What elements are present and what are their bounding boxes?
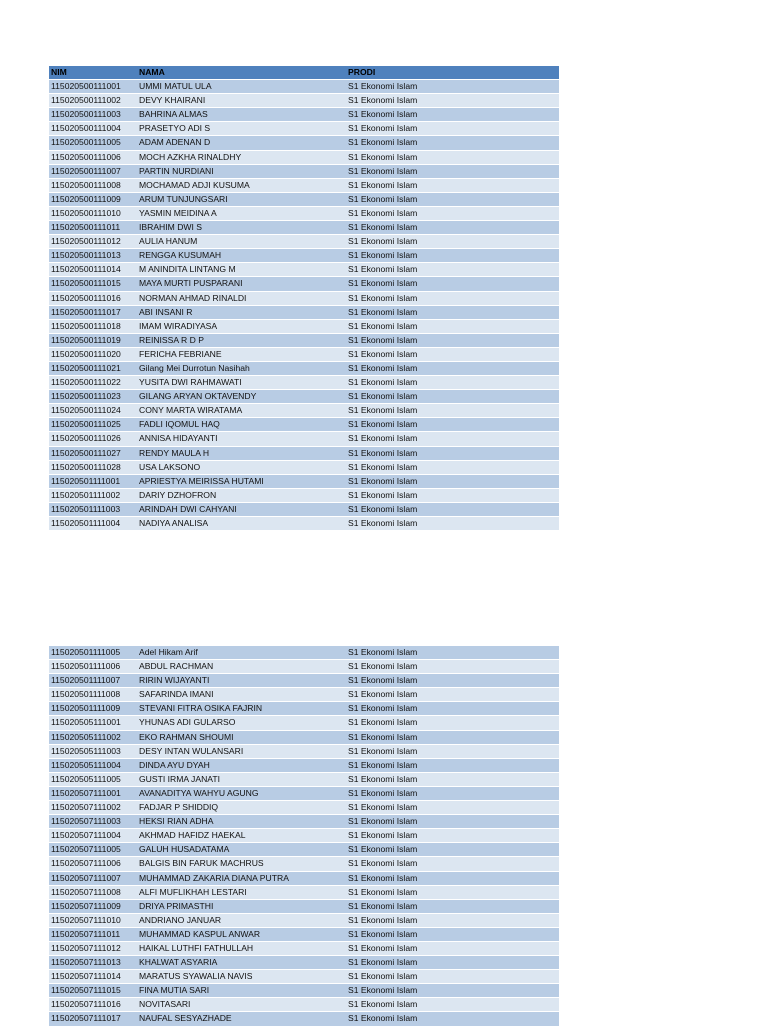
table-row bbox=[49, 108, 559, 122]
table-row bbox=[49, 829, 559, 843]
table-row bbox=[49, 927, 559, 941]
cell-prodi: S1 Ekonomi Islam bbox=[346, 502, 559, 516]
table-row bbox=[49, 221, 559, 235]
cell-nim: 115020501111007 bbox=[49, 674, 137, 688]
cell-nim: 115020500111015 bbox=[49, 277, 137, 291]
cell-prodi: S1 Ekonomi Islam bbox=[346, 899, 559, 913]
cell-prodi: S1 Ekonomi Islam bbox=[346, 998, 559, 1012]
table-row bbox=[49, 660, 559, 674]
table-row bbox=[49, 404, 559, 418]
table-row bbox=[49, 263, 559, 277]
cell-prodi: S1 Ekonomi Islam bbox=[346, 913, 559, 927]
cell-prodi: S1 Ekonomi Islam bbox=[346, 1012, 559, 1026]
cell-prodi: S1 Ekonomi Islam bbox=[346, 460, 559, 474]
cell-nama: UMMI MATUL ULA bbox=[137, 80, 346, 94]
cell-prodi: S1 Ekonomi Islam bbox=[346, 376, 559, 390]
cell-nim: 115020507111017 bbox=[49, 1012, 137, 1026]
cell-prodi: S1 Ekonomi Islam bbox=[346, 122, 559, 136]
cell-prodi: S1 Ekonomi Islam bbox=[346, 235, 559, 249]
cell-nama: ABI INSANI R bbox=[137, 305, 346, 319]
cell-nim: 115020500111016 bbox=[49, 291, 137, 305]
cell-prodi: S1 Ekonomi Islam bbox=[346, 488, 559, 502]
cell-prodi: S1 Ekonomi Islam bbox=[346, 221, 559, 235]
cell-nama: YHUNAS ADI GULARSO bbox=[137, 716, 346, 730]
table-row bbox=[49, 984, 559, 998]
cell-prodi: S1 Ekonomi Islam bbox=[346, 390, 559, 404]
cell-prodi: S1 Ekonomi Islam bbox=[346, 674, 559, 688]
table-row bbox=[49, 716, 559, 730]
cell-nim: 115020500111003 bbox=[49, 108, 137, 122]
cell-nim: 115020507111015 bbox=[49, 984, 137, 998]
table-row bbox=[49, 94, 559, 108]
cell-prodi: S1 Ekonomi Islam bbox=[346, 108, 559, 122]
cell-nama: NADIYA ANALISA bbox=[137, 517, 346, 531]
cell-nama: IBRAHIM DWI S bbox=[137, 221, 346, 235]
cell-nim: 115020501111008 bbox=[49, 688, 137, 702]
cell-nama: BALGIS BIN FARUK MACHRUS bbox=[137, 857, 346, 871]
table-row bbox=[49, 319, 559, 333]
cell-prodi: S1 Ekonomi Islam bbox=[346, 815, 559, 829]
table-row bbox=[49, 646, 559, 660]
cell-nama: DRIYA PRIMASTHI bbox=[137, 899, 346, 913]
table-row bbox=[49, 688, 559, 702]
cell-nama: PRASETYO ADI S bbox=[137, 122, 346, 136]
cell-prodi: S1 Ekonomi Islam bbox=[346, 716, 559, 730]
cell-nama: MUHAMMAD KASPUL ANWAR bbox=[137, 927, 346, 941]
cell-nama: DARIY DZHOFRON bbox=[137, 488, 346, 502]
cell-nim: 115020500111024 bbox=[49, 404, 137, 418]
cell-nim: 115020500111025 bbox=[49, 418, 137, 432]
cell-nama: HEKSI RIAN ADHA bbox=[137, 815, 346, 829]
table-row bbox=[49, 80, 559, 94]
cell-nim: 115020500111008 bbox=[49, 178, 137, 192]
cell-nim: 115020500111027 bbox=[49, 446, 137, 460]
table-row bbox=[49, 857, 559, 871]
cell-nim: 115020500111019 bbox=[49, 333, 137, 347]
cell-nama: DINDA AYU DYAH bbox=[137, 758, 346, 772]
cell-prodi: S1 Ekonomi Islam bbox=[346, 885, 559, 899]
cell-prodi: S1 Ekonomi Islam bbox=[346, 178, 559, 192]
cell-prodi: S1 Ekonomi Islam bbox=[346, 192, 559, 206]
cell-nama: USA LAKSONO bbox=[137, 460, 346, 474]
header-nim: NIM bbox=[49, 66, 137, 80]
table-row bbox=[49, 899, 559, 913]
cell-prodi: S1 Ekonomi Islam bbox=[346, 857, 559, 871]
cell-nama: YASMIN MEIDINA A bbox=[137, 206, 346, 220]
cell-prodi: S1 Ekonomi Islam bbox=[346, 702, 559, 716]
cell-prodi: S1 Ekonomi Islam bbox=[346, 404, 559, 418]
cell-nim: 115020501111009 bbox=[49, 702, 137, 716]
cell-prodi: S1 Ekonomi Islam bbox=[346, 744, 559, 758]
cell-nama: HAIKAL LUTHFI FATHULLAH bbox=[137, 941, 346, 955]
table-row bbox=[49, 488, 559, 502]
cell-prodi: S1 Ekonomi Islam bbox=[346, 829, 559, 843]
cell-prodi: S1 Ekonomi Islam bbox=[346, 970, 559, 984]
table-row bbox=[49, 758, 559, 772]
cell-nim: 115020500111028 bbox=[49, 460, 137, 474]
cell-prodi: S1 Ekonomi Islam bbox=[346, 758, 559, 772]
table-row bbox=[49, 786, 559, 800]
cell-prodi: S1 Ekonomi Islam bbox=[346, 446, 559, 460]
cell-nim: 115020501111004 bbox=[49, 517, 137, 531]
cell-nim: 115020505111001 bbox=[49, 716, 137, 730]
cell-nama: ADAM ADENAN D bbox=[137, 136, 346, 150]
cell-nim: 115020507111016 bbox=[49, 998, 137, 1012]
table-row bbox=[49, 885, 559, 899]
table-row bbox=[49, 998, 559, 1012]
cell-nama: ARINDAH DWI CAHYANI bbox=[137, 502, 346, 516]
cell-prodi: S1 Ekonomi Islam bbox=[346, 305, 559, 319]
table-row bbox=[49, 502, 559, 516]
cell-nama: REINISSA R D P bbox=[137, 333, 346, 347]
cell-nama: GUSTI IRMA JANATI bbox=[137, 772, 346, 786]
table-row bbox=[49, 941, 559, 955]
cell-nama: STEVANI FITRA OSIKA FAJRIN bbox=[137, 702, 346, 716]
cell-nama: MAYA MURTI PUSPARANI bbox=[137, 277, 346, 291]
cell-nim: 115020500111022 bbox=[49, 376, 137, 390]
cell-prodi: S1 Ekonomi Islam bbox=[346, 984, 559, 998]
cell-nama: DEVY KHAIRANI bbox=[137, 94, 346, 108]
cell-nama: FERICHA FEBRIANE bbox=[137, 347, 346, 361]
cell-nim: 115020500111014 bbox=[49, 263, 137, 277]
cell-prodi: S1 Ekonomi Islam bbox=[346, 277, 559, 291]
cell-nim: 115020500111006 bbox=[49, 150, 137, 164]
cell-nim: 115020500111001 bbox=[49, 80, 137, 94]
cell-prodi: S1 Ekonomi Islam bbox=[346, 730, 559, 744]
table-row bbox=[49, 305, 559, 319]
cell-prodi: S1 Ekonomi Islam bbox=[346, 688, 559, 702]
table-row bbox=[49, 235, 559, 249]
cell-nim: 115020500111017 bbox=[49, 305, 137, 319]
table-row bbox=[49, 178, 559, 192]
cell-nim: 115020500111020 bbox=[49, 347, 137, 361]
table-row bbox=[49, 249, 559, 263]
cell-prodi: S1 Ekonomi Islam bbox=[346, 263, 559, 277]
cell-nama: SAFARINDA IMANI bbox=[137, 688, 346, 702]
cell-nama: Gilang Mei Durrotun Nasihah bbox=[137, 361, 346, 375]
table-row bbox=[49, 843, 559, 857]
table-row bbox=[49, 206, 559, 220]
cell-prodi: S1 Ekonomi Islam bbox=[346, 249, 559, 263]
table-header-row bbox=[49, 66, 559, 80]
table-row bbox=[49, 970, 559, 984]
cell-nim: 115020507111006 bbox=[49, 857, 137, 871]
cell-nama: IMAM WIRADIYASA bbox=[137, 319, 346, 333]
cell-prodi: S1 Ekonomi Islam bbox=[346, 136, 559, 150]
cell-prodi: S1 Ekonomi Islam bbox=[346, 333, 559, 347]
cell-nim: 115020507111003 bbox=[49, 815, 137, 829]
table-row bbox=[49, 913, 559, 927]
cell-nama: DESY INTAN WULANSARI bbox=[137, 744, 346, 758]
cell-nama: NOVITASARI bbox=[137, 998, 346, 1012]
cell-prodi: S1 Ekonomi Islam bbox=[346, 660, 559, 674]
cell-nama: FADJAR P SHIDDIQ bbox=[137, 801, 346, 815]
cell-nim: 115020500111002 bbox=[49, 94, 137, 108]
cell-prodi: S1 Ekonomi Islam bbox=[346, 347, 559, 361]
table-row bbox=[49, 136, 559, 150]
table-row bbox=[49, 291, 559, 305]
cell-nim: 115020507111010 bbox=[49, 913, 137, 927]
table-row bbox=[49, 702, 559, 716]
table-row bbox=[49, 432, 559, 446]
cell-nama: MUHAMMAD ZAKARIA DIANA PUTRA bbox=[137, 871, 346, 885]
table-row bbox=[49, 772, 559, 786]
cell-nama: KHALWAT ASYARIA bbox=[137, 956, 346, 970]
cell-nim: 115020507111001 bbox=[49, 786, 137, 800]
cell-nama: GILANG ARYAN OKTAVENDY bbox=[137, 390, 346, 404]
cell-nama: FADLI IQOMUL HAQ bbox=[137, 418, 346, 432]
cell-nama: ALFI MUFLIKHAH LESTARI bbox=[137, 885, 346, 899]
table-row bbox=[49, 730, 559, 744]
cell-nama: RENDY MAULA H bbox=[137, 446, 346, 460]
cell-nim: 115020507111011 bbox=[49, 927, 137, 941]
cell-nim: 115020500111005 bbox=[49, 136, 137, 150]
cell-nim: 115020501111002 bbox=[49, 488, 137, 502]
cell-nim: 115020500111012 bbox=[49, 235, 137, 249]
table-row bbox=[49, 801, 559, 815]
table-row bbox=[49, 674, 559, 688]
cell-prodi: S1 Ekonomi Islam bbox=[346, 956, 559, 970]
cell-nama: ARUM TUNJUNGSARI bbox=[137, 192, 346, 206]
cell-nama: RIRIN WIJAYANTI bbox=[137, 674, 346, 688]
cell-nama: BAHRINA ALMAS bbox=[137, 108, 346, 122]
cell-nama: M ANINDITA LINTANG M bbox=[137, 263, 346, 277]
table-row bbox=[49, 164, 559, 178]
cell-nama: ABDUL RACHMAN bbox=[137, 660, 346, 674]
cell-nim: 115020500111010 bbox=[49, 206, 137, 220]
cell-nim: 115020500111009 bbox=[49, 192, 137, 206]
cell-nama: AKHMAD HAFIDZ HAEKAL bbox=[137, 829, 346, 843]
table-row bbox=[49, 347, 559, 361]
table-row bbox=[49, 871, 559, 885]
cell-prodi: S1 Ekonomi Islam bbox=[346, 94, 559, 108]
cell-nama: AVANADITYA WAHYU AGUNG bbox=[137, 786, 346, 800]
cell-nama: ANNISA HIDAYANTI bbox=[137, 432, 346, 446]
cell-nama: YUSITA DWI RAHMAWATI bbox=[137, 376, 346, 390]
cell-prodi: S1 Ekonomi Islam bbox=[346, 517, 559, 531]
cell-nim: 115020505111003 bbox=[49, 744, 137, 758]
cell-nim: 115020507111007 bbox=[49, 871, 137, 885]
cell-nim: 115020500111011 bbox=[49, 221, 137, 235]
cell-prodi: S1 Ekonomi Islam bbox=[346, 786, 559, 800]
cell-nama: ANDRIANO JANUAR bbox=[137, 913, 346, 927]
cell-nim: 115020500111007 bbox=[49, 164, 137, 178]
cell-nim: 115020507111008 bbox=[49, 885, 137, 899]
table-row bbox=[49, 517, 559, 531]
cell-nama: RENGGA KUSUMAH bbox=[137, 249, 346, 263]
cell-nim: 115020500111018 bbox=[49, 319, 137, 333]
cell-prodi: S1 Ekonomi Islam bbox=[346, 291, 559, 305]
table-row bbox=[49, 122, 559, 136]
cell-nim: 115020501111005 bbox=[49, 646, 137, 660]
cell-nim: 115020507111005 bbox=[49, 843, 137, 857]
cell-prodi: S1 Ekonomi Islam bbox=[346, 474, 559, 488]
table-row bbox=[49, 376, 559, 390]
table-row bbox=[49, 815, 559, 829]
table-row bbox=[49, 277, 559, 291]
cell-nama: Adel Hikam Arif bbox=[137, 646, 346, 660]
cell-nama: MOCHAMAD ADJI KUSUMA bbox=[137, 178, 346, 192]
table-row bbox=[49, 192, 559, 206]
table-row bbox=[49, 333, 559, 347]
cell-nama: CONY MARTA WIRATAMA bbox=[137, 404, 346, 418]
table-row bbox=[49, 390, 559, 404]
cell-nama: NAUFAL SESYAZHADE bbox=[137, 1012, 346, 1026]
cell-nama: NORMAN AHMAD RINALDI bbox=[137, 291, 346, 305]
cell-nim: 115020500111023 bbox=[49, 390, 137, 404]
cell-prodi: S1 Ekonomi Islam bbox=[346, 772, 559, 786]
table-row bbox=[49, 474, 559, 488]
cell-prodi: S1 Ekonomi Islam bbox=[346, 941, 559, 955]
cell-nim: 115020500111004 bbox=[49, 122, 137, 136]
student-table-2 bbox=[49, 646, 559, 1027]
cell-nim: 115020507111012 bbox=[49, 941, 137, 955]
cell-prodi: S1 Ekonomi Islam bbox=[346, 206, 559, 220]
table-row bbox=[49, 361, 559, 375]
header-prodi: PRODI bbox=[346, 66, 559, 80]
table-row bbox=[49, 446, 559, 460]
cell-nim: 115020505111005 bbox=[49, 772, 137, 786]
table-row bbox=[49, 460, 559, 474]
cell-nama: EKO RAHMAN SHOUMI bbox=[137, 730, 346, 744]
cell-nama: MOCH AZKHA RINALDHY bbox=[137, 150, 346, 164]
cell-nim: 115020507111014 bbox=[49, 970, 137, 984]
cell-prodi: S1 Ekonomi Islam bbox=[346, 801, 559, 815]
student-table-1 bbox=[49, 66, 559, 531]
cell-nim: 115020501111003 bbox=[49, 502, 137, 516]
cell-prodi: S1 Ekonomi Islam bbox=[346, 871, 559, 885]
cell-nim: 115020507111004 bbox=[49, 829, 137, 843]
table-row bbox=[49, 418, 559, 432]
cell-nama: PARTIN NURDIANI bbox=[137, 164, 346, 178]
cell-nim: 115020500111026 bbox=[49, 432, 137, 446]
cell-nama: GALUH HUSADATAMA bbox=[137, 843, 346, 857]
cell-prodi: S1 Ekonomi Islam bbox=[346, 927, 559, 941]
cell-prodi: S1 Ekonomi Islam bbox=[346, 319, 559, 333]
cell-prodi: S1 Ekonomi Islam bbox=[346, 164, 559, 178]
header-nama: NAMA bbox=[137, 66, 346, 80]
cell-nim: 115020507111002 bbox=[49, 801, 137, 815]
cell-nim: 115020505111002 bbox=[49, 730, 137, 744]
cell-prodi: S1 Ekonomi Islam bbox=[346, 418, 559, 432]
cell-nim: 115020501111001 bbox=[49, 474, 137, 488]
cell-nim: 115020500111013 bbox=[49, 249, 137, 263]
table-row bbox=[49, 150, 559, 164]
cell-nim: 115020500111021 bbox=[49, 361, 137, 375]
cell-prodi: S1 Ekonomi Islam bbox=[346, 646, 559, 660]
cell-prodi: S1 Ekonomi Islam bbox=[346, 843, 559, 857]
cell-prodi: S1 Ekonomi Islam bbox=[346, 361, 559, 375]
cell-prodi: S1 Ekonomi Islam bbox=[346, 150, 559, 164]
cell-nim: 115020501111006 bbox=[49, 660, 137, 674]
cell-nama: MARATUS SYAWALIA NAVIS bbox=[137, 970, 346, 984]
cell-nim: 115020507111013 bbox=[49, 956, 137, 970]
cell-nama: APRIESTYA MEIRISSA HUTAMI bbox=[137, 474, 346, 488]
table-row bbox=[49, 956, 559, 970]
cell-nama: FINA MUTIA SARI bbox=[137, 984, 346, 998]
cell-nama: AULIA HANUM bbox=[137, 235, 346, 249]
cell-nim: 115020507111009 bbox=[49, 899, 137, 913]
table-row bbox=[49, 744, 559, 758]
cell-nim: 115020505111004 bbox=[49, 758, 137, 772]
cell-prodi: S1 Ekonomi Islam bbox=[346, 432, 559, 446]
cell-prodi: S1 Ekonomi Islam bbox=[346, 80, 559, 94]
